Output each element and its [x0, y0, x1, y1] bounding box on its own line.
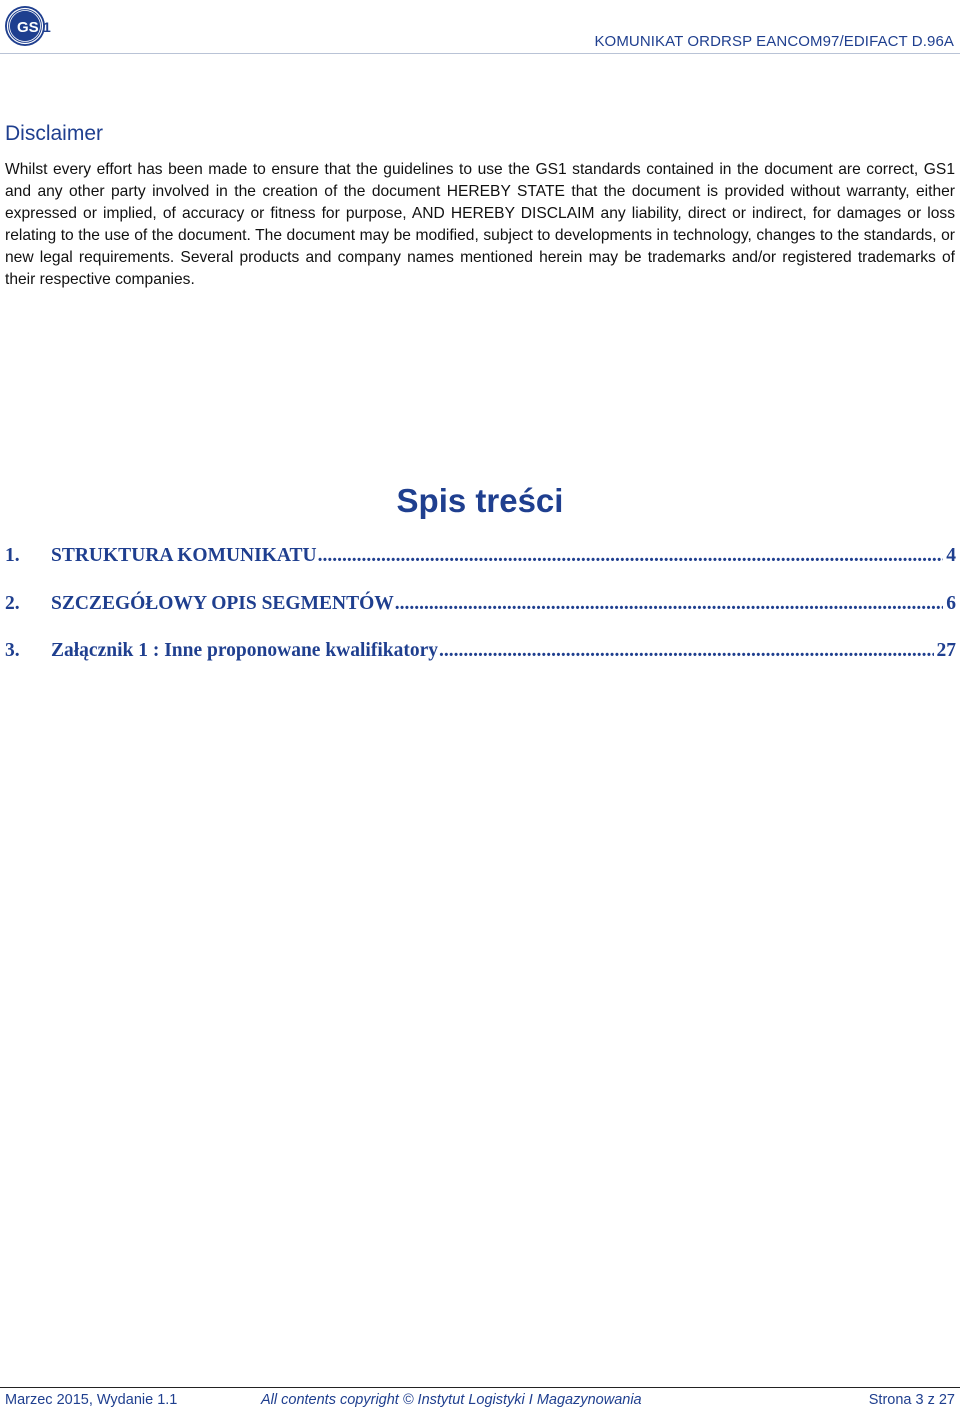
svg-text:GS: GS: [17, 19, 39, 36]
toc-dot-leader: [318, 545, 944, 567]
toc-entry-number: 3.: [5, 640, 20, 661]
table-of-contents: [5, 545, 956, 688]
page-footer: [5, 1392, 955, 1412]
toc-entry-page: 27: [936, 640, 956, 661]
toc-entry-number: 2.: [5, 592, 20, 614]
gs1-logo-digit: 1: [43, 19, 51, 35]
disclaimer-heading: Disclaimer: [5, 122, 104, 145]
toc-entry[interactable]: [5, 640, 956, 688]
disclaimer-text: Whilst every effort has been made to ensure that the guidelines to use the GS1 standards contained in the document are correct, GS1 and any other party involved in the creation of the document HEREBY STATE that the document is provided without warranty, either expressed or implied, of accuracy or fitness for purpose, AND HEREBY DISCLAIM any liability, direct or indirect, for damages or loss relating to the use of the document. The document may be modified, subject to developments in technology, changes to the standards, or new legal requirements. Several products and company names mentioned herein may be trademarks and/or registered trademarks of their respective companies.: [5, 161, 955, 289]
footer-divider: [0, 1387, 960, 1388]
toc-heading: Spis treści: [396, 482, 564, 519]
toc-entry-title: SZCZEGÓŁOWY OPIS SEGMENTÓW: [51, 592, 394, 614]
toc-entry-number: 1.: [5, 545, 20, 566]
footer-copyright: All contents copyright © Instytut Logistyki I Magazynowania: [261, 1392, 642, 1408]
footer-page-number: Strona 3 z 27: [868, 1392, 955, 1408]
toc-entry-title: Załącznik 1 : Inne proponowane kwalifikatory: [51, 640, 438, 661]
toc-entry[interactable]: [5, 545, 956, 593]
header-divider: [0, 53, 960, 54]
toc-dot-leader: [439, 640, 934, 662]
document-title: KOMUNIKAT ORDRSP EANCOM97/EDIFACT D.96A: [594, 33, 954, 50]
footer-edition: Marzec 2015, Wydanie 1.1: [5, 1392, 178, 1408]
toc-entry-page: 4: [946, 545, 956, 566]
toc-dot-leader: [395, 593, 943, 615]
toc-entry[interactable]: [5, 593, 956, 641]
toc-entry-title: STRUKTURA KOMUNIKATU: [51, 545, 317, 566]
toc-entry-page: 6: [946, 592, 956, 614]
gs1-logo: [4, 4, 52, 48]
page-header: [0, 0, 960, 56]
